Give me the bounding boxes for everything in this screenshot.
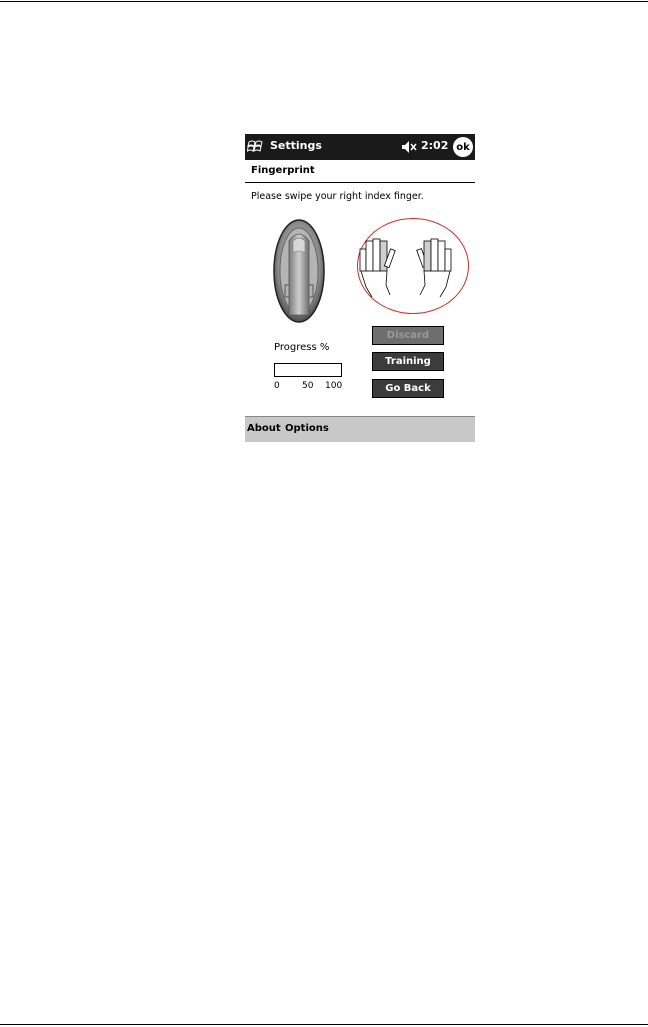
progress-bar	[274, 363, 342, 377]
training-button[interactable]: Training	[372, 352, 444, 371]
progress-label: Progress %	[274, 342, 330, 353]
finger-swipe-sensor-icon	[273, 219, 325, 323]
start-button[interactable]	[245, 134, 267, 160]
menu-options[interactable]: Options	[285, 423, 329, 434]
progress-tick-100: 100	[325, 381, 343, 391]
title-bar	[245, 134, 475, 160]
menu-about[interactable]: About	[247, 423, 281, 434]
progress-tick-50: 50	[302, 381, 314, 391]
go-back-button[interactable]: Go Back	[372, 379, 444, 398]
finger-selection-hands[interactable]	[357, 218, 469, 314]
windows-flag-icon	[247, 138, 265, 156]
instruction-text: Please swipe your right index finger.	[251, 191, 424, 202]
ok-button[interactable]: ok	[453, 137, 473, 157]
speaker-muted-icon[interactable]	[401, 140, 417, 154]
page-bottom-rule	[0, 1024, 648, 1025]
progress-tick-0: 0	[274, 381, 280, 391]
pocket-pc-screen	[245, 134, 475, 443]
heading-divider	[245, 182, 475, 183]
page-top-rule	[0, 1, 648, 2]
hands-diagram-icon	[358, 219, 468, 313]
menu-bar	[245, 416, 475, 442]
discard-button[interactable]: Discard	[372, 326, 444, 345]
page-title: Fingerprint	[251, 165, 315, 176]
clock[interactable]: 2:02	[421, 139, 449, 152]
app-title: Settings	[270, 139, 322, 152]
